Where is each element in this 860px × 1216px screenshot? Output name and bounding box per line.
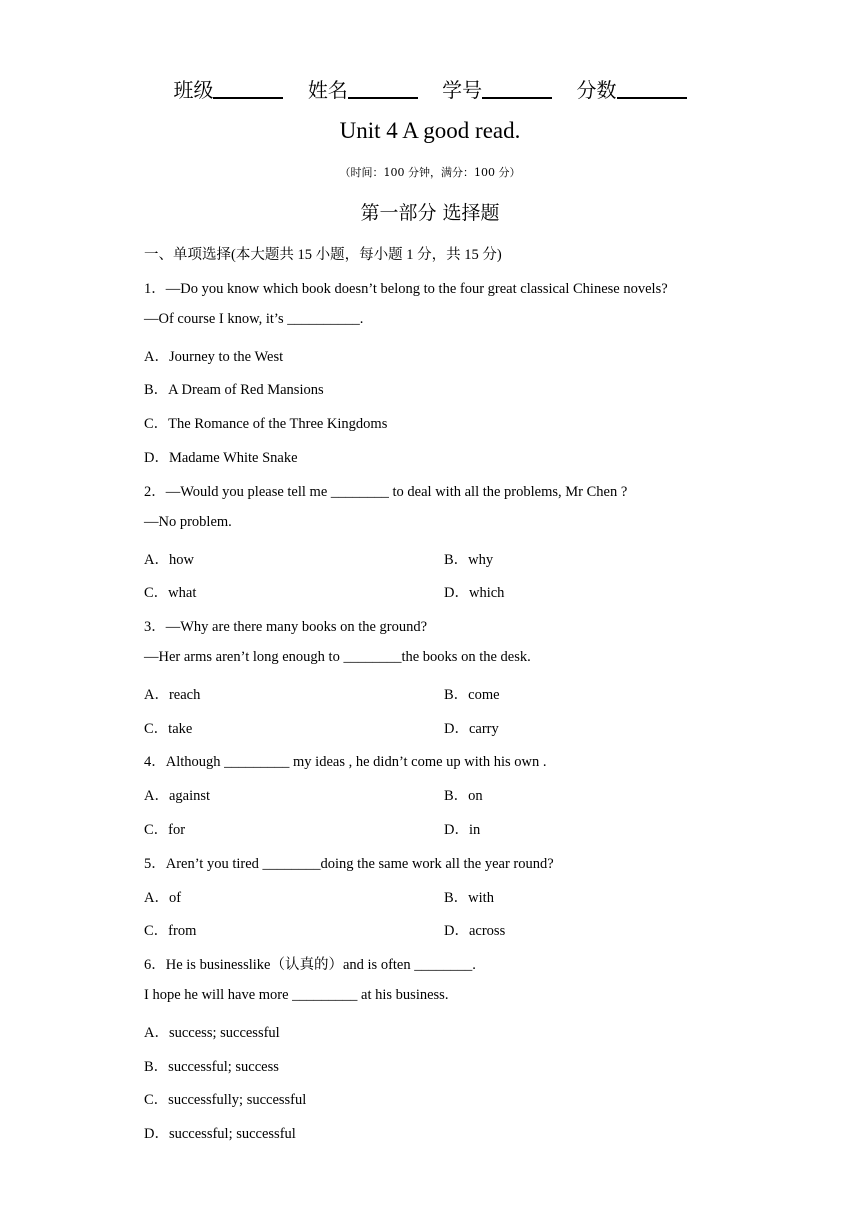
student-id-label: 学号 xyxy=(442,78,483,102)
page-title: Unit 4 A good read. xyxy=(339,118,521,143)
name-label: 姓名 xyxy=(307,78,348,102)
question-6-stem-continued: I hope he will have more _________ at his business. xyxy=(144,987,449,1003)
question-5-option-c: C．from xyxy=(144,923,197,939)
question-6-option-c: C．successfully; successful xyxy=(144,1092,307,1108)
question-5-option-b: B．with xyxy=(444,890,494,906)
class-field xyxy=(173,74,283,103)
question-2-stem-reply: —No problem. xyxy=(144,514,232,530)
class-label: 班级 xyxy=(173,78,214,102)
score-blank xyxy=(617,79,687,99)
class-blank xyxy=(213,79,283,99)
question-1-option-c: C．The Romance of the Three Kingdoms xyxy=(144,416,388,432)
part-heading: 一、单项选择(本大题共 15 小题，每小题 1 分，共 15 分) xyxy=(144,247,502,263)
question-5-option-d: D．across xyxy=(444,923,506,939)
question-4-option-d: D．in xyxy=(444,822,481,838)
question-6-option-d: D．successful; successful xyxy=(144,1126,296,1142)
question-6-stem: 6．He is businesslike（认真的）and is often ________. xyxy=(144,957,476,973)
question-2-option-a: A．how xyxy=(144,552,194,568)
question-2-stem: 2．—Would you please tell me ________ to deal with all the problems, Mr Chen ? xyxy=(144,484,628,500)
question-1-option-b: B．A Dream of Red Mansions xyxy=(144,382,324,398)
question-1-option-a: A．Journey to the West xyxy=(144,349,284,365)
time-score-note: （时间：100 分钟，满分：100 分） xyxy=(339,166,521,179)
question-2-option-d: D．which xyxy=(444,585,505,601)
name-blank xyxy=(348,79,418,99)
question-4-option-c: C．for xyxy=(144,822,186,838)
question-3-option-a: A．reach xyxy=(144,687,201,703)
question-3-stem: 3．—Why are there many books on the ground? xyxy=(144,619,428,635)
question-1-option-d: D．Madame White Snake xyxy=(144,450,298,466)
question-6-option-a: A．success; successful xyxy=(144,1025,280,1041)
question-3-stem-reply: —Her arms aren’t long enough to ________the books on the desk. xyxy=(144,649,531,665)
score-label: 分数 xyxy=(576,78,617,102)
question-4-stem: 4．Although _________ my ideas , he didn’t come up with his own . xyxy=(144,754,547,770)
question-3-option-b: B．come xyxy=(444,687,500,703)
question-6-option-b: B．successful; success xyxy=(144,1059,279,1075)
question-4-option-a: A．against xyxy=(144,788,211,804)
question-3-option-d: D．carry xyxy=(444,721,499,737)
score-field xyxy=(577,74,687,103)
question-5-option-a: A．of xyxy=(144,890,182,906)
question-1-stem-reply: —Of course I know, it’s __________. xyxy=(144,311,364,327)
question-3-option-c: C．take xyxy=(144,721,193,737)
student-id-field xyxy=(442,74,552,103)
question-4-option-b: B．on xyxy=(444,788,483,804)
student-info-header xyxy=(0,74,860,103)
student-id-blank xyxy=(482,79,552,99)
name-field xyxy=(308,74,418,103)
question-2-option-b: B．why xyxy=(444,552,494,568)
question-5-stem: 5．Aren’t you tired ________doing the same work all the year round? xyxy=(144,856,554,872)
section-title: 第一部分 选择题 xyxy=(360,202,500,224)
question-2-option-c: C．what xyxy=(144,585,197,601)
question-1-stem: 1．—Do you know which book doesn’t belong to the four great classical Chinese novels? xyxy=(144,281,668,297)
